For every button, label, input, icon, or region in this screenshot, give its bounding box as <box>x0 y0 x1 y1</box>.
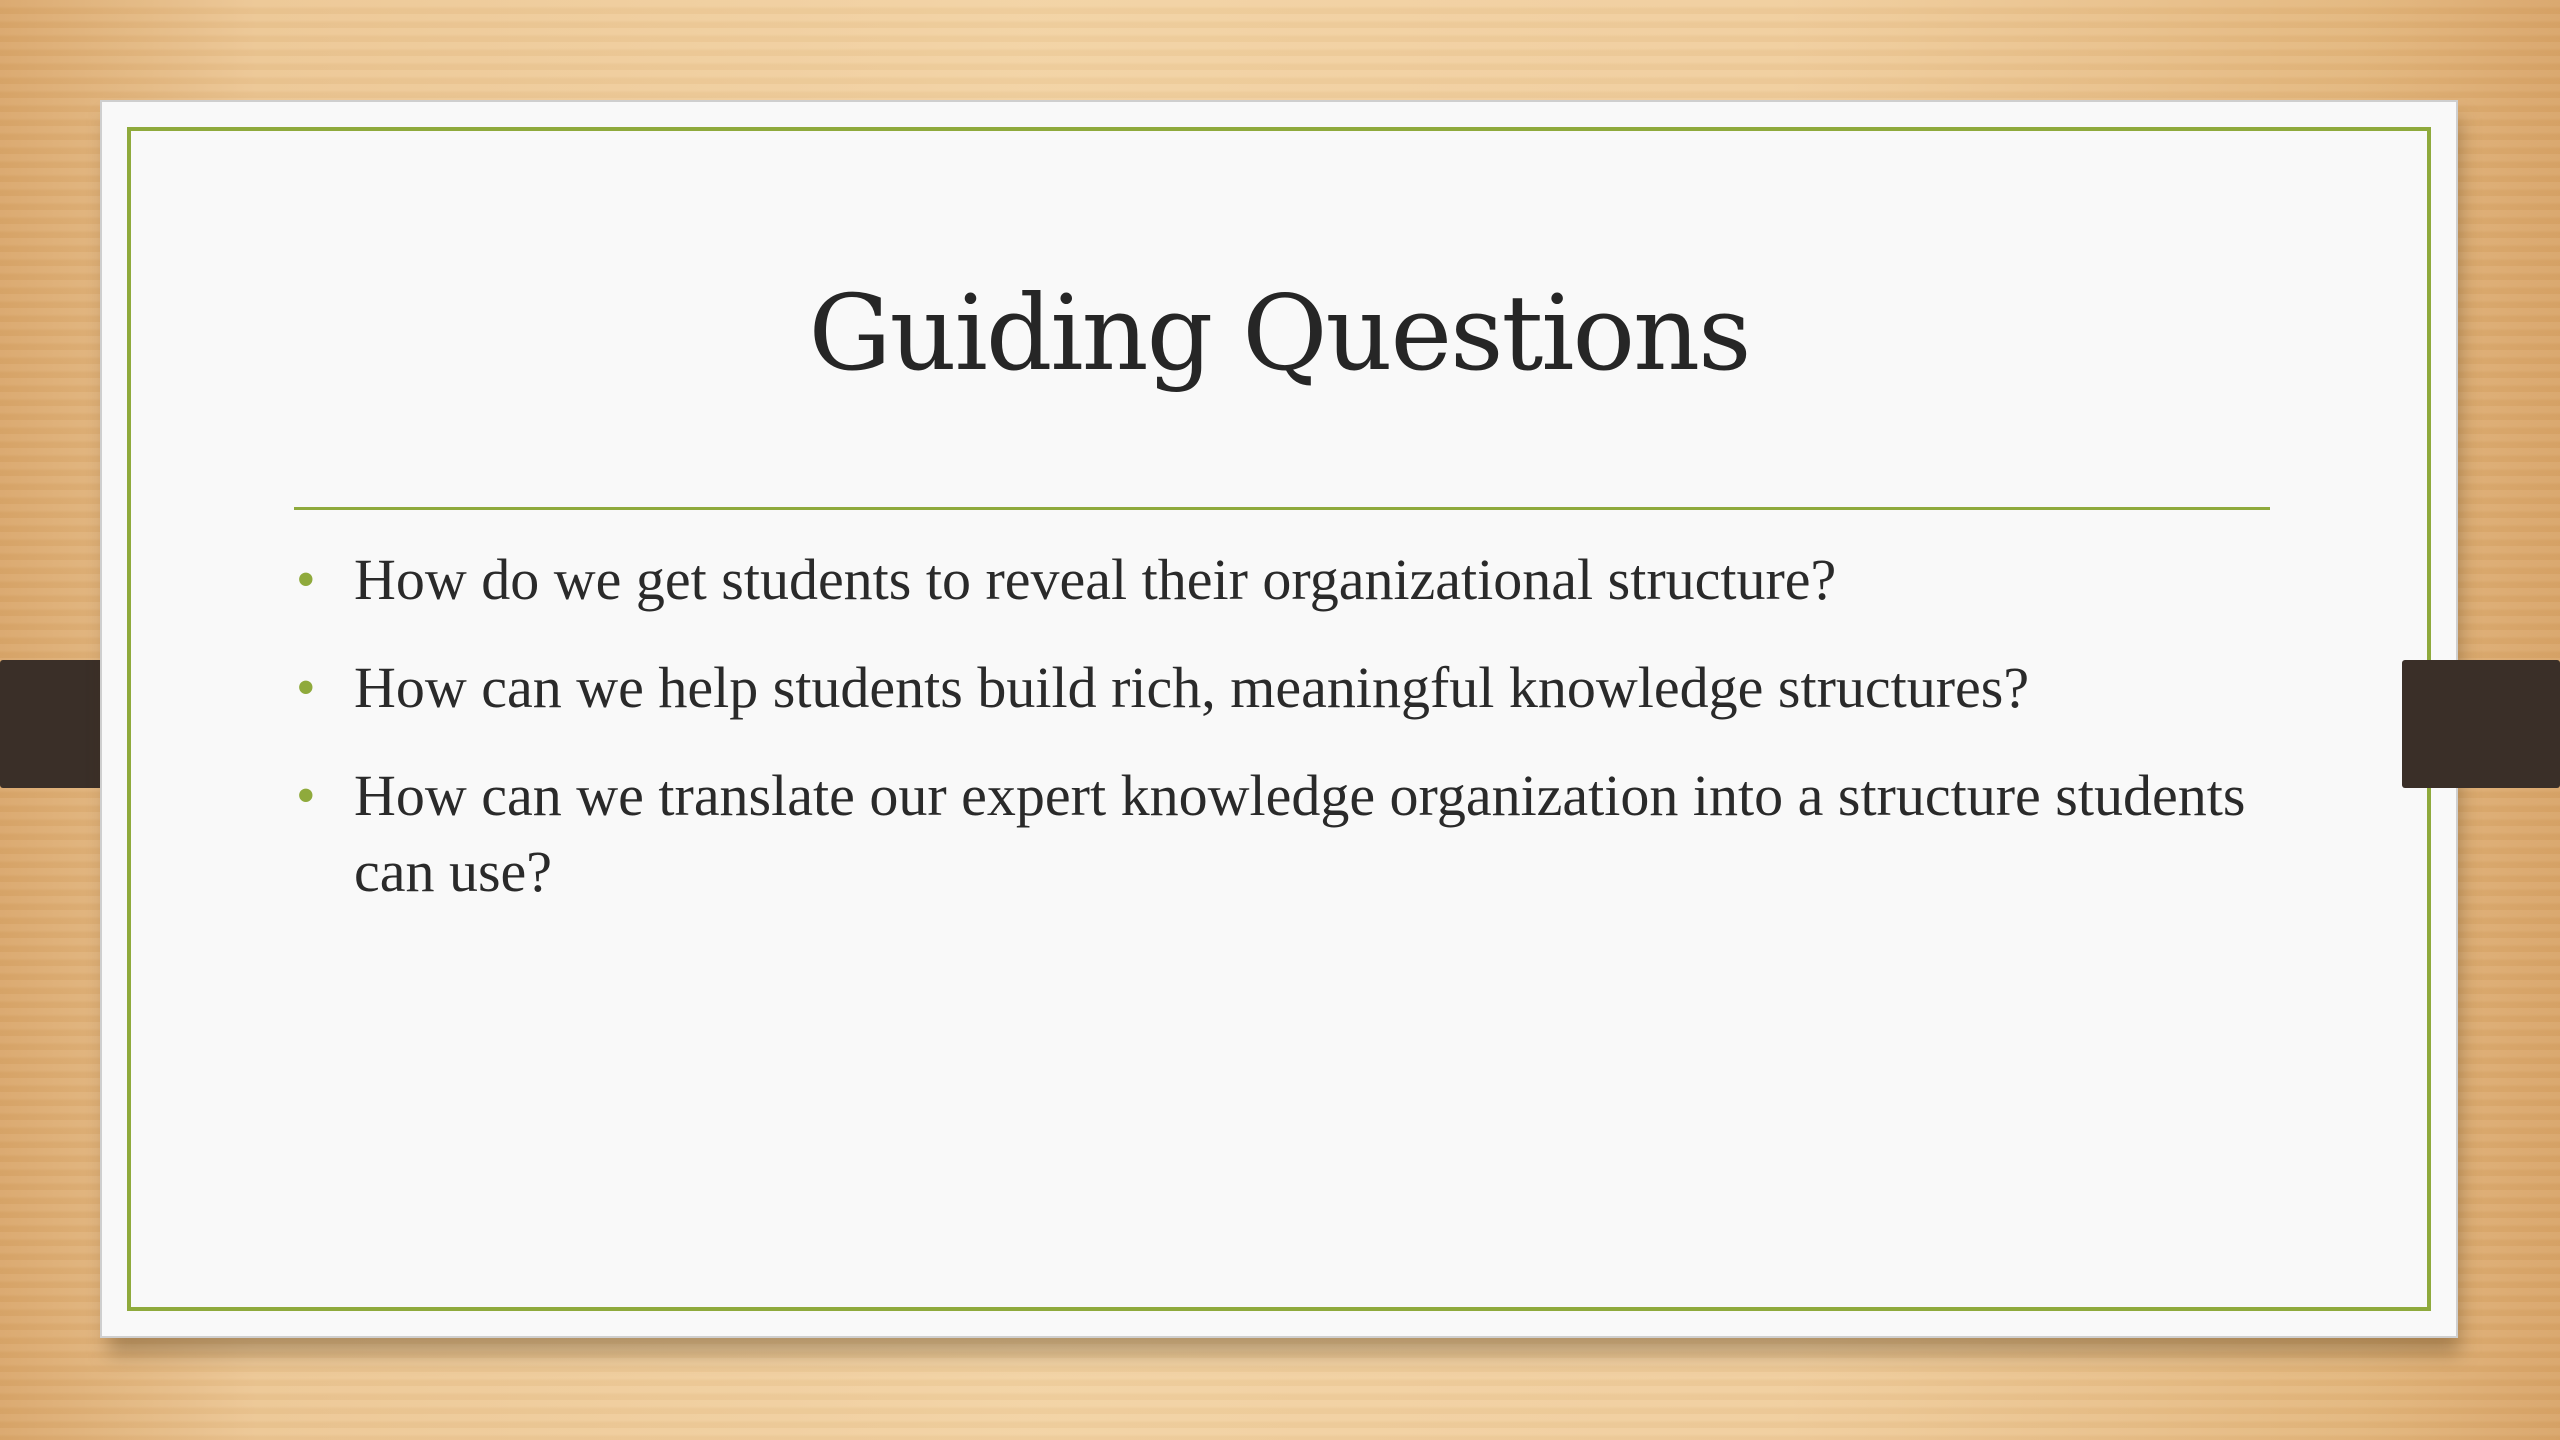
slide-title: Guiding Questions <box>808 272 1750 394</box>
bullet-text-1: How do we get students to reveal their organizational structure? <box>354 547 1837 612</box>
right-binder-clip <box>2402 660 2560 788</box>
bullet-dot-icon: • <box>296 657 316 719</box>
bullet-dot-icon: • <box>296 765 316 827</box>
bullet-item-2 <box>294 650 2270 726</box>
bullet-text-3: How can we translate our expert knowledge organization into a structure students can use? <box>354 763 2246 904</box>
bullet-item-3 <box>294 758 2270 910</box>
bullet-item-1 <box>294 542 2270 618</box>
bullet-dot-icon: • <box>296 549 316 611</box>
slide <box>100 100 2458 1338</box>
bullet-text-2: How can we help students build rich, meaningful knowledge structures? <box>354 655 2030 720</box>
title-divider <box>294 507 2270 510</box>
bullet-list <box>294 542 2270 942</box>
